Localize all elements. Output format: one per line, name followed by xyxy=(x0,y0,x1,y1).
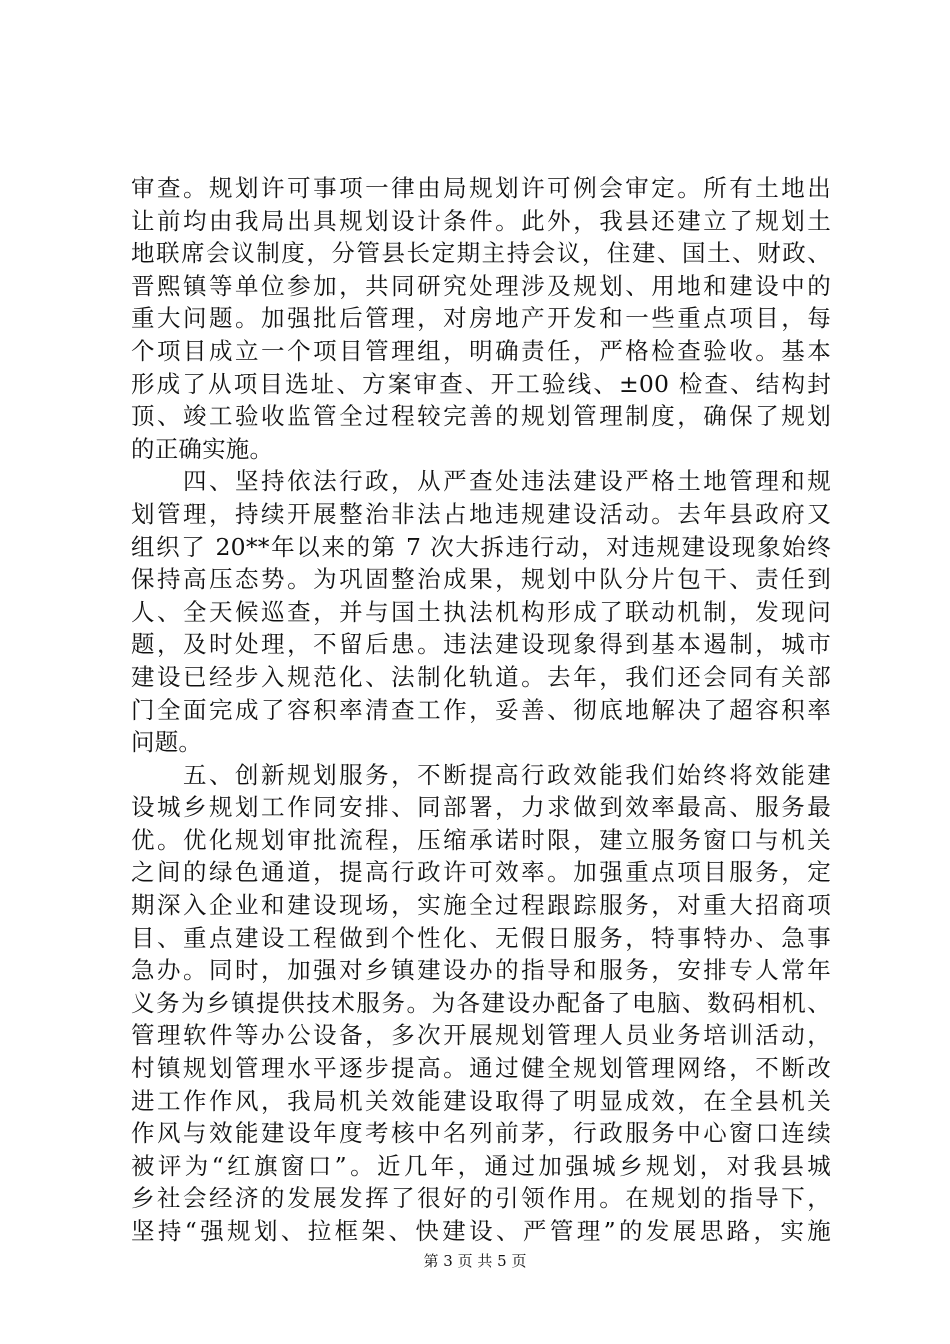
text-line: 题，及时处理，不留后患。违法建设现象得到基本遏制，城市 xyxy=(131,630,831,659)
text-line: 期深入企业和建设现场，实施全过程跟踪服务，对重大招商项 xyxy=(131,891,831,920)
body-text xyxy=(131,172,831,1248)
text-line: 急办。同时，加强对乡镇建设办的指导和服务，安排专人常年 xyxy=(131,956,831,985)
text-line: 建设已经步入规范化、法制化轨道。去年，我们还会同有关部 xyxy=(131,662,831,691)
text-line: 划管理，持续开展整治非法占地违规建设活动。去年县政府又 xyxy=(131,499,831,528)
text-line: 晋熙镇等单位参加，共同研究处理涉及规划、用地和建设中的 xyxy=(131,271,831,300)
text-line: 组织了 20**年以来的第 7 次大拆违行动，对违规建设现象始终 xyxy=(131,532,831,561)
text-line: 个项目成立一个项目管理组，明确责任，严格检查验收。基本 xyxy=(131,336,831,365)
text-line: 审查。规划许可事项一律由局规划许可例会审定。所有土地出 xyxy=(131,174,831,202)
text-line: 顶、竣工验收监管全过程较完善的规划管理制度，确保了规划 xyxy=(131,402,831,431)
text-line: 五、创新规划服务，不断提高行政效能我们始终将效能建 xyxy=(131,760,831,789)
text-line: 重大问题。加强批后管理，对房地产开发和一些重点项目，每 xyxy=(131,304,831,333)
text-line: 乡社会经济的发展发挥了很好的引领作用。在规划的指导下， xyxy=(131,1184,831,1213)
text-line: 门全面完成了容积率清查工作，妥善、彻底地解决了超容积率 xyxy=(131,695,831,724)
text-line: 坚持“强规划、拉框架、快建设、严管理”的发展思路，实施 xyxy=(131,1217,831,1245)
text-line: 义务为乡镇提供技术服务。为各建设办配备了电脑、数码相机、 xyxy=(131,988,831,1017)
text-line: 管理软件等办公设备，多次开展规划管理人员业务培训活动， xyxy=(131,1021,831,1050)
page-footer: 第 3 页 共 5 页 xyxy=(423,1252,527,1270)
text-line: 形成了从项目选址、方案审查、开工验线、±00 检查、结构封 xyxy=(131,369,831,398)
text-line: 地联席会议制度，分管县长定期主持会议，住建、国土、财政、 xyxy=(131,239,831,268)
text-line: 进工作作风，我局机关效能建设取得了明显成效，在全县机关 xyxy=(131,1086,831,1115)
text-line: 保持高压态势。为巩固整治成果，规划中队分片包干、责任到 xyxy=(131,565,831,594)
text-line: 的正确实施。 xyxy=(131,434,274,463)
text-line: 被评为“红旗窗口”。近几年，通过加强城乡规划，对我县城 xyxy=(131,1151,831,1180)
text-line: 人、全天候巡查，并与国土执法机构形成了联动机制，发现问 xyxy=(131,597,831,626)
text-line: 村镇规划管理水平逐步提高。通过健全规划管理网络，不断改 xyxy=(131,1054,831,1083)
text-line: 目、重点建设工程做到个性化、无假日服务，特事特办、急事 xyxy=(131,923,831,952)
text-line: 设城乡规划工作同安排、同部署，力求做到效率最高、服务最 xyxy=(131,793,831,822)
text-line: 问题。 xyxy=(131,728,203,757)
text-line: 让前均由我局出具规划设计条件。此外，我县还建立了规划土 xyxy=(131,206,831,235)
text-line: 之间的绿色通道，提高行政许可效率。加强重点项目服务，定 xyxy=(131,858,831,887)
text-line: 作风与效能建设年度考核中名列前茅，行政服务中心窗口连续 xyxy=(131,1119,831,1148)
text-line: 四、坚持依法行政，从严查处违法建设严格土地管理和规 xyxy=(131,467,831,496)
text-line: 优。优化规划审批流程，压缩承诺时限，建立服务窗口与机关 xyxy=(131,825,831,854)
